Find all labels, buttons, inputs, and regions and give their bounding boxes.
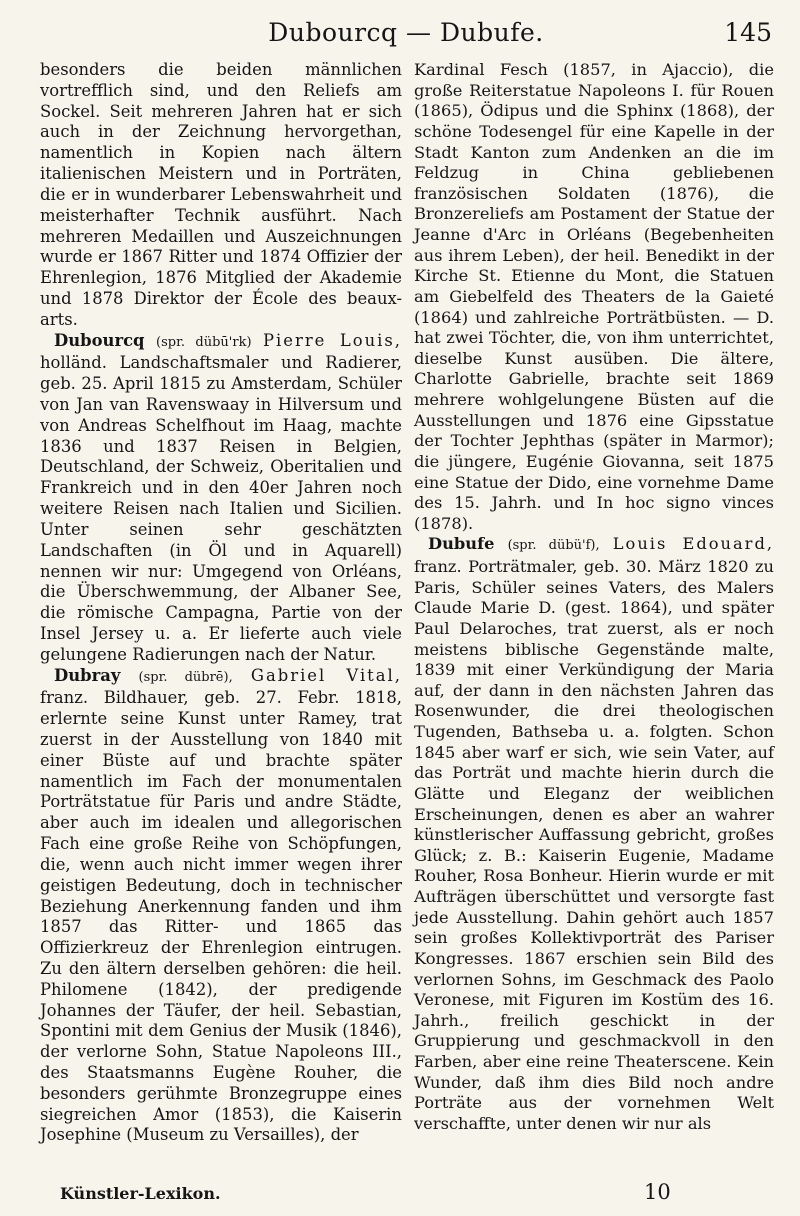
signature-mark: Künstler-Lexikon. — [60, 1184, 221, 1203]
sheet-number: 10 — [644, 1180, 671, 1204]
continued-paragraph: besonders die beiden männlichen vortrefflich sind, und den Reliefs am Sockel. Seit mehreren Jahren hat er sich auch in der Zeichnung hervorgethan, namentlich in Kopien nach ältern italienischen Meistern und in Porträten, die er in wunderbarer Lebenswahrheit und meisterhafter Technik ausführt. Nach mehreren Medaillen und Auszeichnungen wurde er 1867 Ritter und 1874 Offizier der Ehrenlegion, 1876 Mitglied der Akademie und 1878 Direktor der École des beaux-arts. — [40, 60, 402, 329]
left-column — [40, 60, 402, 1146]
pronunciation: (spr. dübrē), — [138, 669, 233, 685]
page-footer — [40, 1180, 772, 1210]
continued-paragraph: Kardinal Fesch (1857, in Ajaccio), die große Reiterstatue Napoleons I. für Rouen (1865), Ödipus und die Sphinx (1868), der schöne Todesengel für eine Kapelle in der Stadt Kanton zum Andenken an die im Feldzug in China gebliebenen französischen Soldaten (1876), die Bronzereliefs am Postament der Statue der Jeanne d'Arc in Orléans (Begebenheiten aus ihrem Leben), der heil. Benedikt in der Kirche St. Etienne du Mont, die Statuen am Giebelfeld des Theaters de la Gaieté (1864) und zahlreiche Porträtbüsten. — D. hat zwei Töchter, die, von ihm unterrichtet, dieselbe Kunst ausüben. Die ältere, Charlotte Gabrielle, brachte seit 1869 mehrere wohlgelungene Büsten auf die Ausstellungen und 1876 eine Gipsstatue der Tochter Jephthas (später in Marmor); die jüngere, Eugénie Giovanna, seit 1875 eine Statue der Dido, eine vornehme Dame des 15. Jahrh. und In hoc signo vinces (1878). — [414, 60, 774, 533]
given-name: Louis Edouard, — [612, 534, 775, 554]
entry-dubufe — [414, 534, 774, 1134]
pronunciation: (spr. dübü'f), — [507, 538, 600, 554]
running-title: Dubourcq — Dubufe. — [268, 18, 544, 47]
given-name: Pierre Louis, — [263, 330, 403, 350]
running-header — [40, 10, 772, 54]
entry-dubourcq — [40, 331, 402, 666]
headword: Dubray — [54, 665, 121, 685]
page-number: 145 — [724, 18, 772, 47]
entry-text: holländ. Landschaftsmaler und Radierer, geb. 25. April 1815 zu Amsterdam, Schüler von Jan van Ravenswaay in Hilversum und von Andreas Schelfhout im Haag, machte 1836 und 1837 Reisen in Belgien, Deutschland, der Schweiz, Oberitalien und Frankreich und in den 40er Jahren noch weitere Reisen nach Italien und Sicilien. Unter seinen sehr geschätzten Landschaften (in Öl und in Aquarell) nennen wir nur: Umgegend von Orléans, die Überschwemmung, der Albaner See, die römische Campagna, Partie von der Insel Jersey u. a. Er lieferte auch viele gelungene Radierungen nach der Natur. — [40, 353, 402, 664]
pronunciation: (spr. dübū'rk) — [156, 334, 252, 350]
entry-text: franz. Bildhauer, geb. 27. Febr. 1818, erlernte seine Kunst unter Ramey, trat zuerst in der Ausstellung von 1840 mit einer Büste auf und brachte später namentlich im Fach der monumentalen Porträtstatue für Paris und andre Städte, aber auch im idealen und allegorischen Fach eine große Reihe von Schöpfungen, die, wenn auch nicht immer wegen ihrer geistigen Bedeutung, doch in technischer Beziehung Anerkennung fanden und ihm 1857 das Ritter- und 1865 das Offizierkreuz der Ehrenlegion eintrugen. Zu den ältern derselben gehören: die heil. Philomene (1842), der predigende Johannes der Täufer, der heil. Sebastian, Spontini mit dem Genius der Musik (1846), der verlorne Sohn, Statue Napoleons III., des Staatsmanns Eugène Rouher, die besonders gerühmte Bronzegruppe eines siegreichen Amor (1853), die Kaiserin Josephine (Museum zu Versailles), der — [40, 688, 402, 1145]
headword: Dubourcq — [54, 330, 145, 350]
entry-text: franz. Porträtmaler, geb. 30. März 1820 zu Paris, Schüler seines Vaters, des Malers Claude Marie D. (gest. 1864), und später Paul Delaroches, trat zuerst, als er noch meistens biblische Gegenstände malte, 1839 mit einer Verkündigung der Maria auf, der dann in den nächsten Jahren das Rosenwunder, die drei theologischen Tugenden, Bathseba u. a. folgten. Schon 1845 aber warf er sich, wie sein Vater, auf das Porträt und machte hierin durch die Glätte und Eleganz der weiblichen Erscheinungen, denen es aber an wahrer künstlerischer Auffassung gebricht, großes Glück; z. B.: Kaiserin Eugenie, Madame Rouher, Rosa Bonheur. Hierin wurde er mit Aufträgen überschüttet und versorgte fast jede Ausstellung. Dahin gehört auch 1857 sein großes Kollektivporträt des Pariser Kongresses. 1867 erschien sein Bild des verlornen Sohns, im Geschmack des Paolo Veronese, mit Figuren im Kostüm des 16. Jahrh., freilich geschickt in der Gruppierung und geschmackvoll in den Farben, aber eine reine Theaterscene. Kein Wunder, daß ihm dies Bild noch andre Porträte aus der vornehmen Welt verschaffte, unter denen wir nur als — [414, 557, 774, 1133]
right-column — [414, 60, 774, 1135]
entry-dubray — [40, 666, 402, 1147]
given-name: Gabriel Vital, — [250, 665, 402, 685]
headword: Dubufe — [428, 534, 495, 554]
